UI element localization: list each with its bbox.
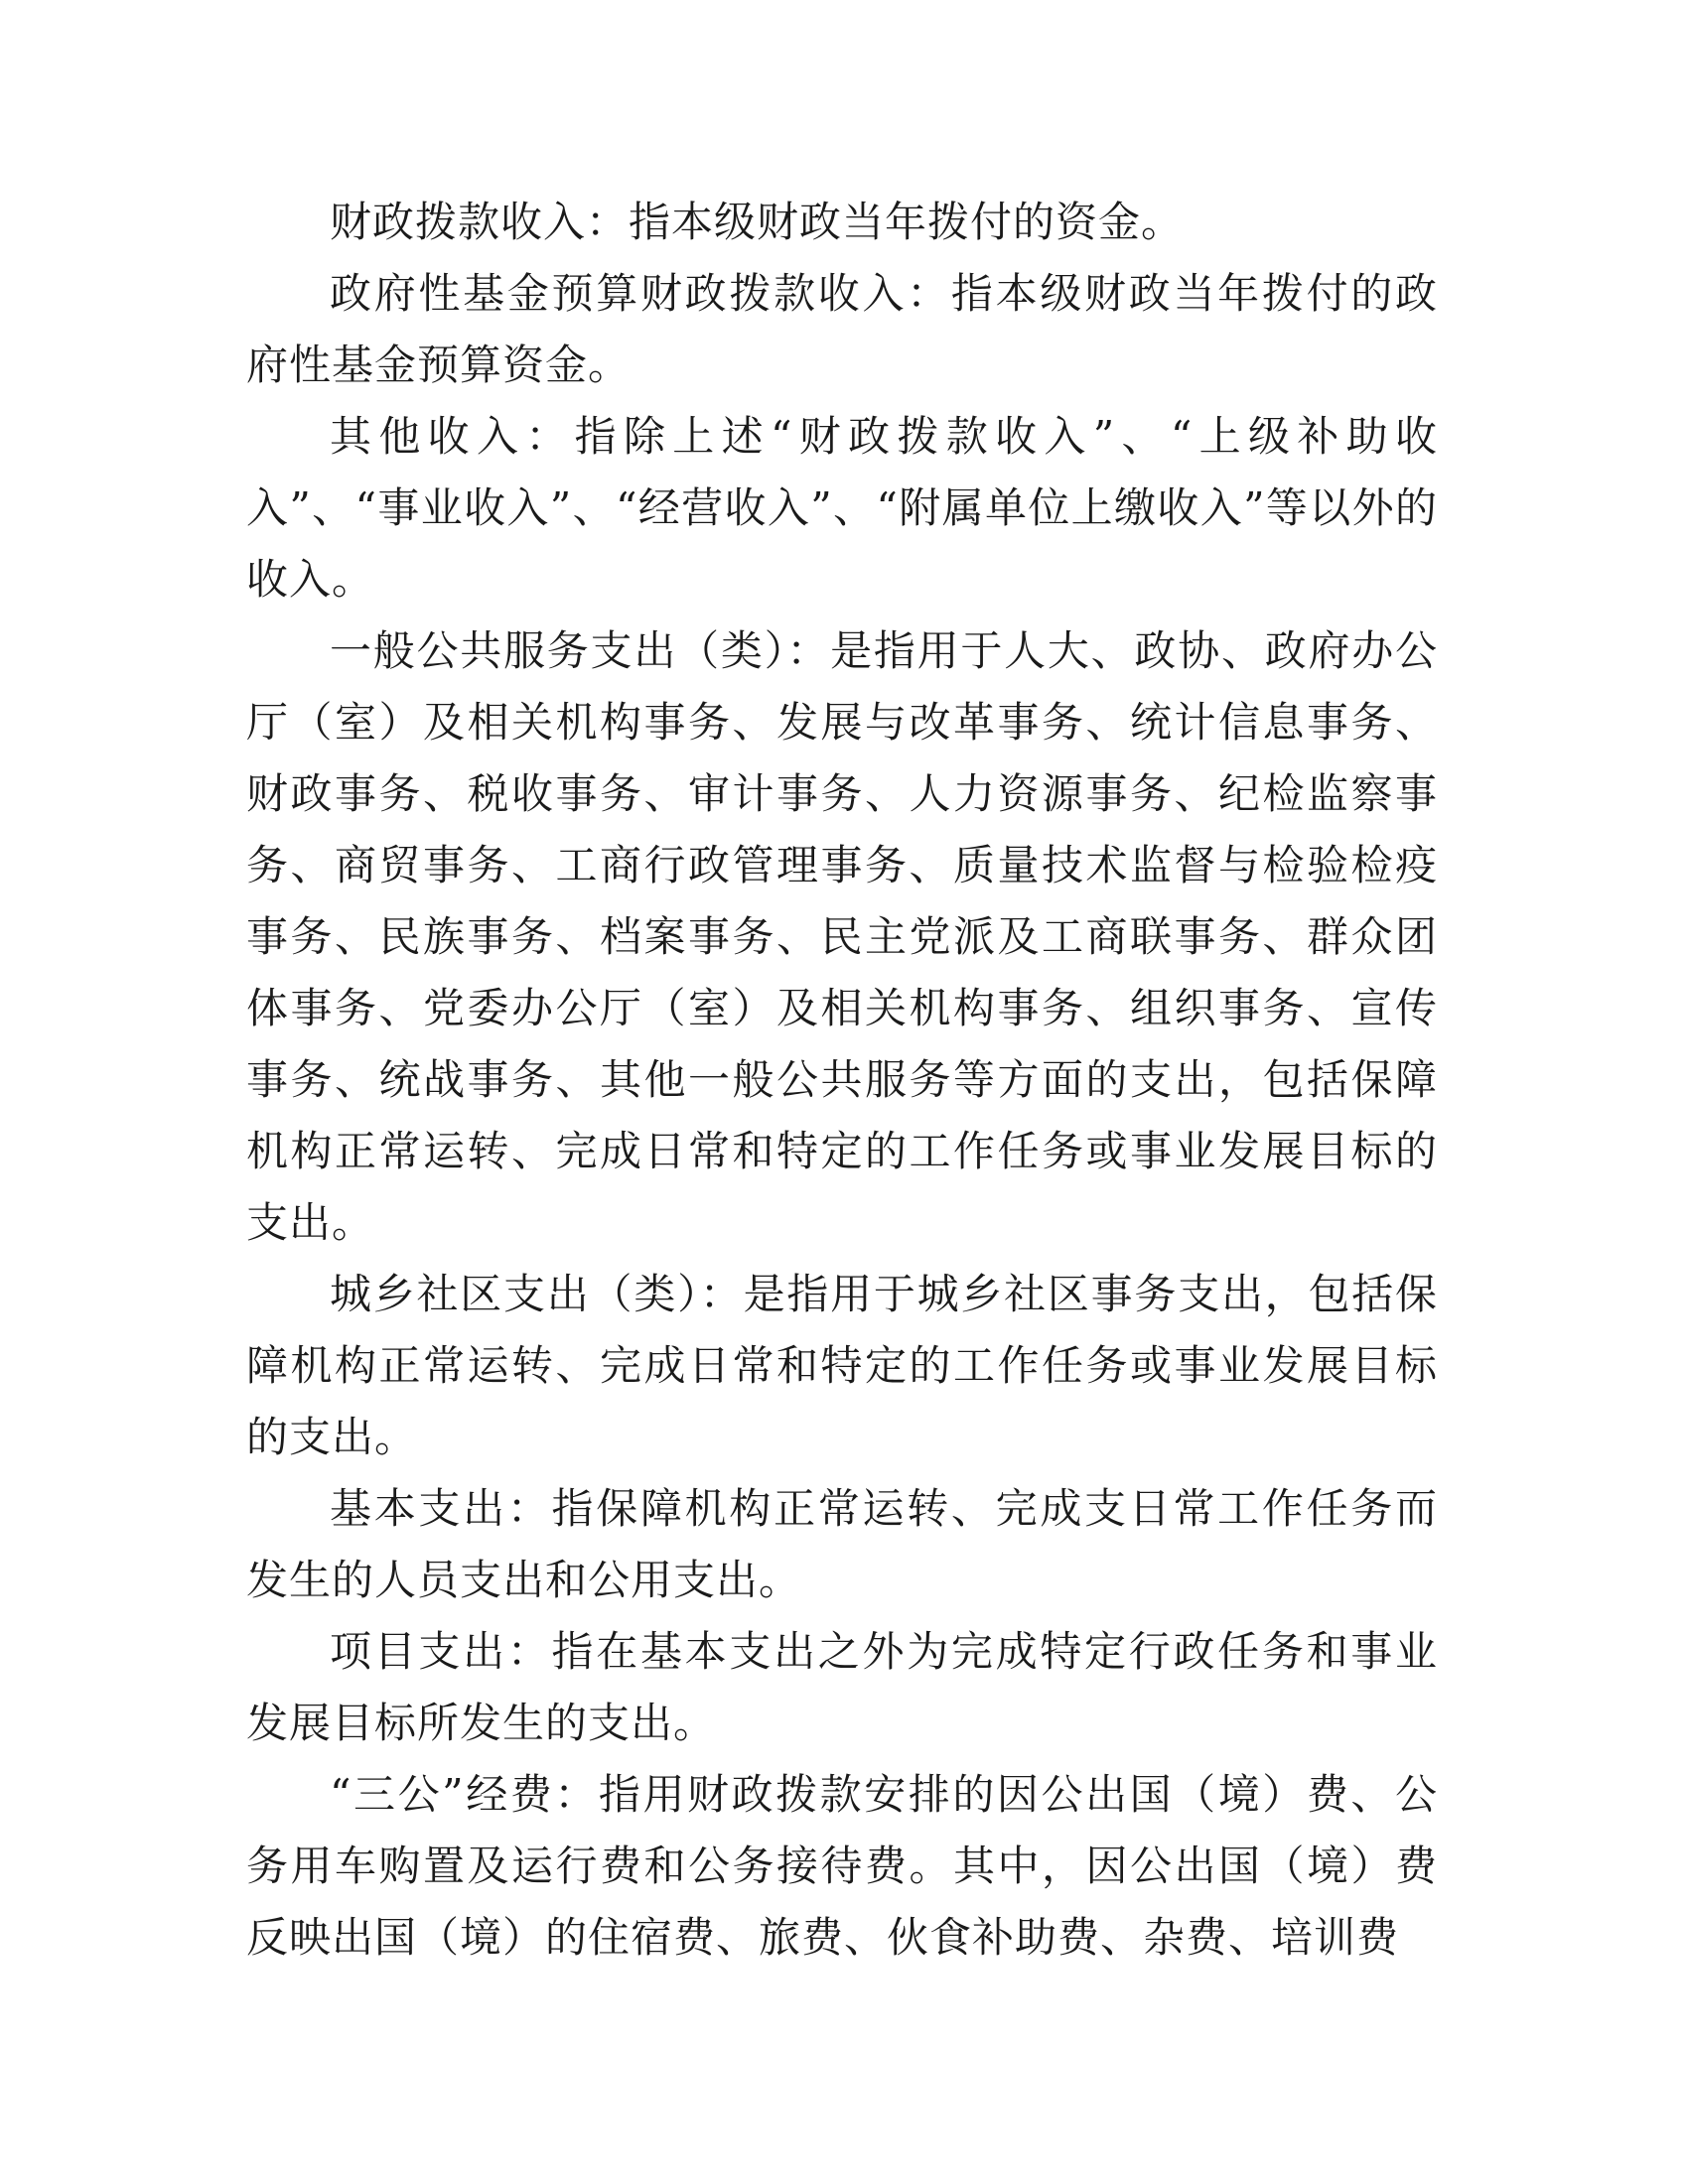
paragraph-government-fund-income: 政府性基金预算财政拨款收入：指本级财政当年拨付的政府性基金预算资金。 bbox=[246, 269, 1438, 389]
paragraph-fiscal-appropriation-income: 财政拨款收入：指本级财政当年拨付的资金。 bbox=[330, 198, 1185, 246]
paragraph-basic-expenditure: 基本支出：指保障机构正常运转、完成支日常工作任务而发生的人员支出和公用支出。 bbox=[246, 1484, 1438, 1604]
paragraph-other-income: 其他收入：指除上述“财政拨款收入”、“上级补助收入”、“事业收入”、“经营收入”、“附属单位上缴收入”等以外的收入。 bbox=[246, 412, 1438, 604]
paragraph-general-public-services: 一般公共服务支出（类）：是指用于人大、政协、政府办公厅（室）及相关机构事务、发展与改革事务、统计信息事务、财政事务、税收事务、审计事务、人力资源事务、纪检监察事务、商贸事务、工商行政管理事务、质量技术监督与检验检疫事务、民族事务、档案事务、民主党派及工商联事务、群众团体事务、党委办公厅（室）及相关机构事务、组织事务、宣传事务、统战事务、其他一般公共服务等方面的支出，包括保障机构正常运转、完成日常和特定的工作任务或事业发展目标的支出。 bbox=[246, 626, 1438, 1247]
document-page bbox=[246, 187, 1438, 1974]
paragraph-three-public-expenses: “三公”经费：指用财政拨款安排的因公出国（境）费、公务用车购置及运行费和公务接待费。其中，因公出国（境）费反映出国（境）的住宿费、旅费、伙食补助费、杂费、培训费 bbox=[246, 1770, 1438, 1962]
paragraph-project-expenditure: 项目支出：指在基本支出之外为完成特定行政任务和事业发展目标所发生的支出。 bbox=[246, 1627, 1438, 1747]
paragraph-urban-rural-community: 城乡社区支出（类）：是指用于城乡社区事务支出，包括保障机构正常运转、完成日常和特定的工作任务或事业发展目标的支出。 bbox=[246, 1270, 1438, 1461]
